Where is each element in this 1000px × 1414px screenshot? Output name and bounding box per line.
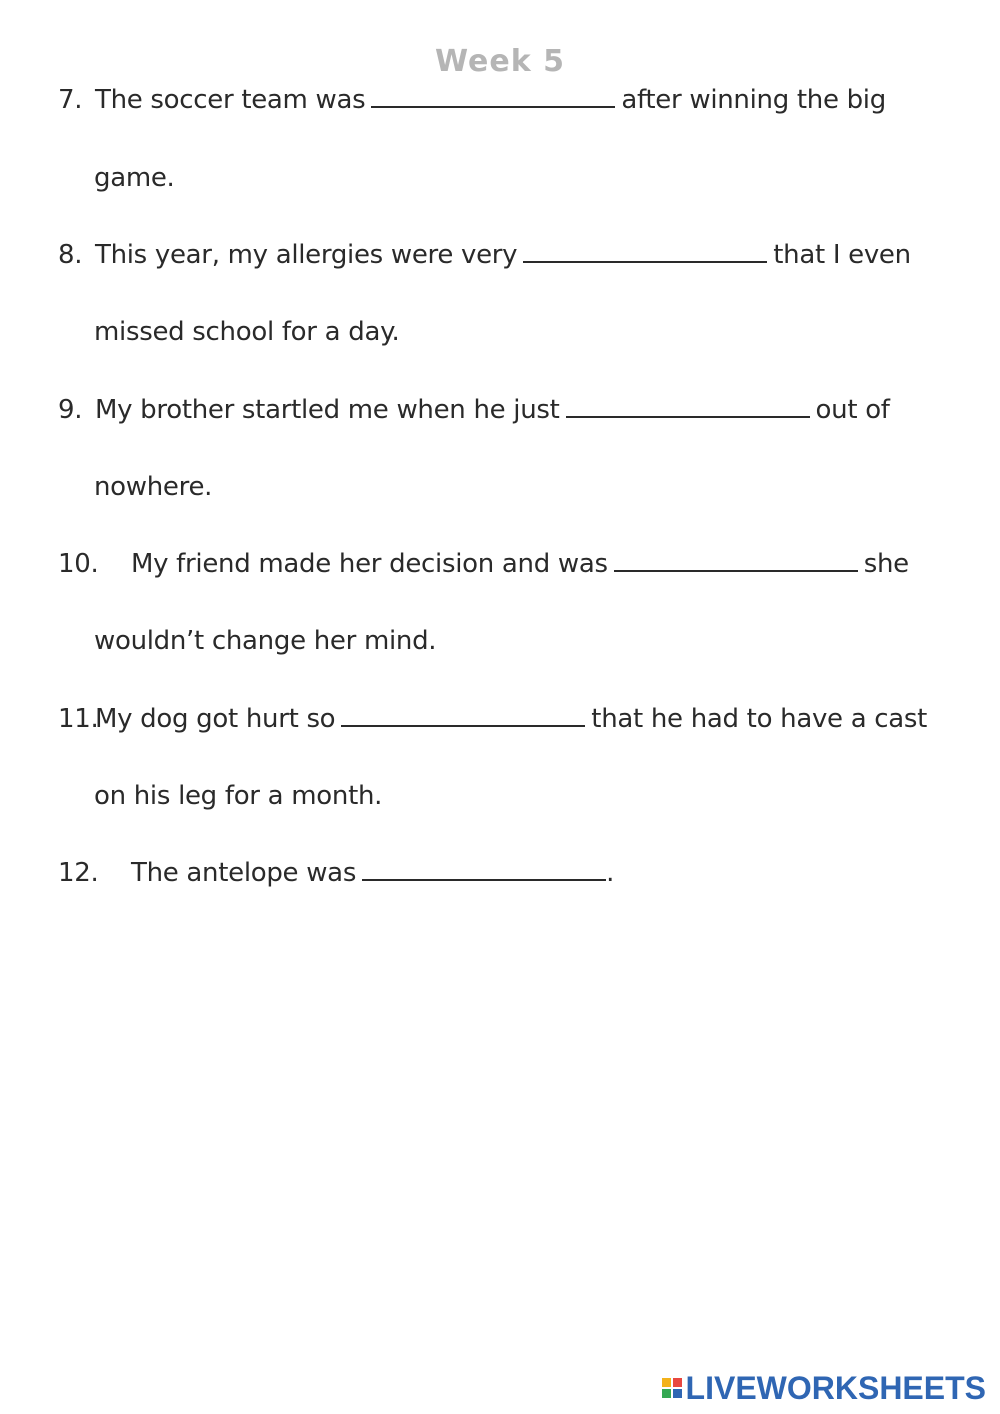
logo-square bbox=[662, 1378, 671, 1387]
question-text-before: The soccer team was bbox=[95, 85, 366, 115]
question-text-before: The antelope was bbox=[131, 858, 357, 888]
question-text-after: she bbox=[863, 549, 909, 579]
question-number: 10. bbox=[58, 549, 99, 579]
question-10-continuation: wouldn’t change her mind. bbox=[94, 626, 437, 656]
week-title: Week 5 bbox=[435, 44, 565, 72]
question-8 bbox=[58, 235, 911, 275]
logo-square bbox=[673, 1389, 682, 1398]
question-text-after: that he had to have a cast bbox=[591, 704, 928, 734]
question-number: 7. bbox=[58, 85, 83, 115]
question-text-before: My brother startled me when he just bbox=[95, 395, 560, 425]
question-11 bbox=[58, 699, 927, 739]
question-8-continuation: missed school for a day. bbox=[94, 317, 400, 347]
question-9-continuation: nowhere. bbox=[94, 472, 213, 502]
question-text-after: . bbox=[606, 858, 615, 888]
answer-blank-12[interactable] bbox=[362, 855, 606, 881]
question-text-before: This year, my allergies were very bbox=[95, 240, 518, 270]
question-9 bbox=[58, 390, 890, 430]
question-number: 11. bbox=[58, 704, 99, 734]
answer-blank-11[interactable] bbox=[341, 701, 585, 727]
question-text-after: after winning the big bbox=[621, 85, 886, 115]
logo-text: LIVEWORKSHEETS bbox=[685, 1369, 986, 1406]
answer-blank-7[interactable] bbox=[371, 82, 615, 108]
question-12 bbox=[58, 853, 614, 893]
question-text-before: My friend made her decision and was bbox=[131, 549, 608, 579]
logo-mark-icon bbox=[662, 1378, 682, 1398]
logo-square bbox=[662, 1389, 671, 1398]
question-text-after: out of bbox=[815, 395, 890, 425]
question-text-after: that I even bbox=[773, 240, 911, 270]
worksheet-header bbox=[0, 34, 1000, 72]
answer-blank-10[interactable] bbox=[614, 546, 858, 572]
question-number: 9. bbox=[58, 395, 83, 425]
question-text-before: My dog got hurt so bbox=[95, 704, 336, 734]
question-11-continuation: on his leg for a month. bbox=[94, 781, 383, 811]
question-number: 12. bbox=[58, 858, 99, 888]
question-10 bbox=[58, 544, 909, 584]
question-number: 8. bbox=[58, 240, 83, 270]
liveworksheets-logo bbox=[662, 1368, 986, 1408]
question-7 bbox=[58, 80, 886, 120]
logo-square bbox=[673, 1378, 682, 1387]
answer-blank-9[interactable] bbox=[566, 392, 810, 418]
question-7-continuation: game. bbox=[94, 163, 175, 193]
answer-blank-8[interactable] bbox=[523, 237, 767, 263]
